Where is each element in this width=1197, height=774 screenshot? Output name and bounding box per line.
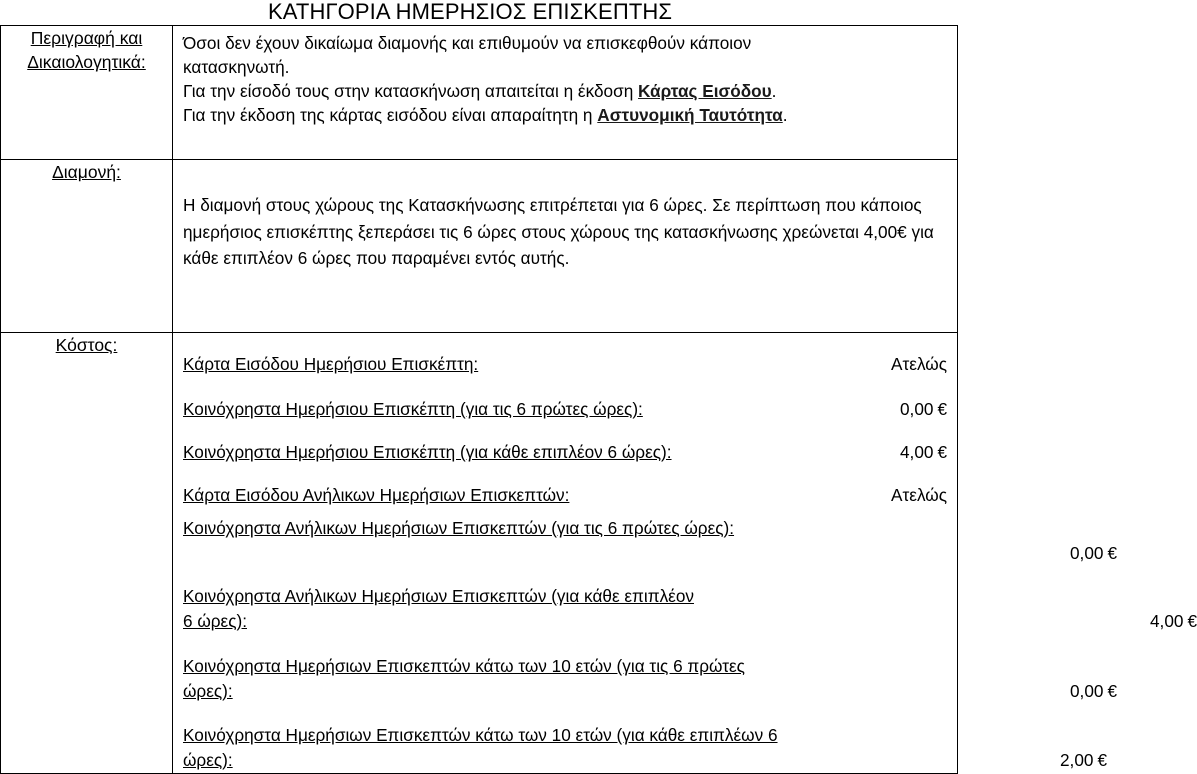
stay-text: Η διαμονή στους χώρους της Κατασκήνωσης επιτρέπεται για 6 ώρες. Σε περίπτωση που κάποιος ημερήσιος επισκέπτης ξεπεράσει τις 6 ώρες στους χώρους της κατασκήνωσης χρεώνεται 4,00€ για κάθε επιπλέον 6 ώρες που παραμένει εντός αυτής. xyxy=(183,195,934,268)
description-line-2: Για την είσοδό τους στην κατασκήνωση απαιτείται η έκδοση Κάρτας Εισόδου. xyxy=(183,81,777,101)
cost-item xyxy=(183,584,1197,634)
stay-row xyxy=(1,160,958,333)
cost-item-name: Κοινόχρηστα Ημερήσιου Επισκέπτη (για κάθε επιπλέον 6 ώρες): xyxy=(183,442,672,462)
cost-label: Κόστος: xyxy=(55,335,118,355)
description-label: Περιγραφή και Δικαιολογητικά: xyxy=(27,28,146,72)
stay-content-cell xyxy=(173,160,958,333)
euro-sign: € xyxy=(1107,543,1117,563)
cost-item xyxy=(183,352,947,377)
description-content-cell xyxy=(173,26,958,160)
description-row xyxy=(1,26,958,160)
euro-sign: € xyxy=(1187,611,1197,631)
id-card-emphasis: Αστυνομική Ταυτότητα xyxy=(597,105,783,125)
euro-sign: € xyxy=(937,399,947,419)
cost-item-value: 0,00 € xyxy=(900,397,947,422)
cost-content-cell xyxy=(173,333,1197,774)
stay-label: Διαμονή: xyxy=(52,162,121,182)
cost-item-name: Κοινόχρηστα Ανήλικων Ημερήσιων Επισκεπτών (για τις 6 πρώτες ώρες): xyxy=(183,518,735,538)
euro-sign: € xyxy=(1097,750,1107,770)
cost-item-name: Κοινόχρηστα Ημερήσιων Επισκεπτών κάτω των 10 ετών (για τις 6 πρώτες ώρες): xyxy=(183,656,745,701)
cost-item-name: Κοινόχρηστα Ημερήσιων Επισκεπτών κάτω των 10 ετών (για κάθε επιπλέων 6 ώρες): xyxy=(183,725,778,770)
cost-item xyxy=(183,654,1117,704)
description-line-1: Όσοι δεν έχουν δικαίωμα διαμονής και επιθυμούν να επισκεφθούν κάποιον κατασκηνωτή. xyxy=(183,33,752,77)
entry-card-emphasis: Κάρτας Εισόδου xyxy=(638,81,772,101)
cost-item xyxy=(183,723,1107,773)
cost-item-name: Κάρτα Εισόδου Ανήλικων Ημερήσιων Επισκεπτών: xyxy=(183,485,570,505)
cost-item-value: 2,00 € xyxy=(1060,748,1107,773)
cost-item xyxy=(183,516,1117,566)
info-table xyxy=(0,25,1197,774)
cost-item-value: Ατελώς xyxy=(891,485,947,505)
description-line-3: Για την έκδοση της κάρτας εισόδου είναι απαραίτητη η Αστυνομική Ταυτότητα. xyxy=(183,105,788,125)
cost-item xyxy=(183,440,947,465)
cost-item xyxy=(183,483,947,508)
euro-sign: € xyxy=(937,442,947,462)
cost-item-name: Κοινόχρηστα Ημερήσιου Επισκέπτη (για τις 6 πρώτες ώρες): xyxy=(183,399,643,419)
page-title: ΚΑΤΗΓΟΡΙΑ ΗΜΕΡΗΣΙΟΣ ΕΠΙΣΚΕΠΤΗΣ xyxy=(268,0,673,24)
euro-sign: € xyxy=(1107,681,1117,701)
cost-item-value: 0,00 € xyxy=(1070,541,1117,566)
cost-item-name: Κάρτα Εισόδου Ημερήσιου Επισκέπτη: xyxy=(183,354,479,374)
cost-item-value: 4,00 € xyxy=(1150,609,1197,634)
cost-item xyxy=(183,397,947,422)
cost-item-name: Κοινόχρηστα Ανήλικων Ημερήσιων Επισκεπτών (για κάθε επιπλέον 6 ώρες): xyxy=(183,586,694,631)
cost-item-value: Ατελώς xyxy=(891,354,947,374)
cost-row xyxy=(1,333,958,774)
cost-item-value: 0,00 € xyxy=(1070,679,1117,704)
stay-label-cell xyxy=(1,160,173,333)
description-text xyxy=(173,26,957,127)
description-label-cell xyxy=(1,26,173,160)
cost-label-cell xyxy=(1,333,173,774)
cost-item-value: 4,00 € xyxy=(900,440,947,465)
